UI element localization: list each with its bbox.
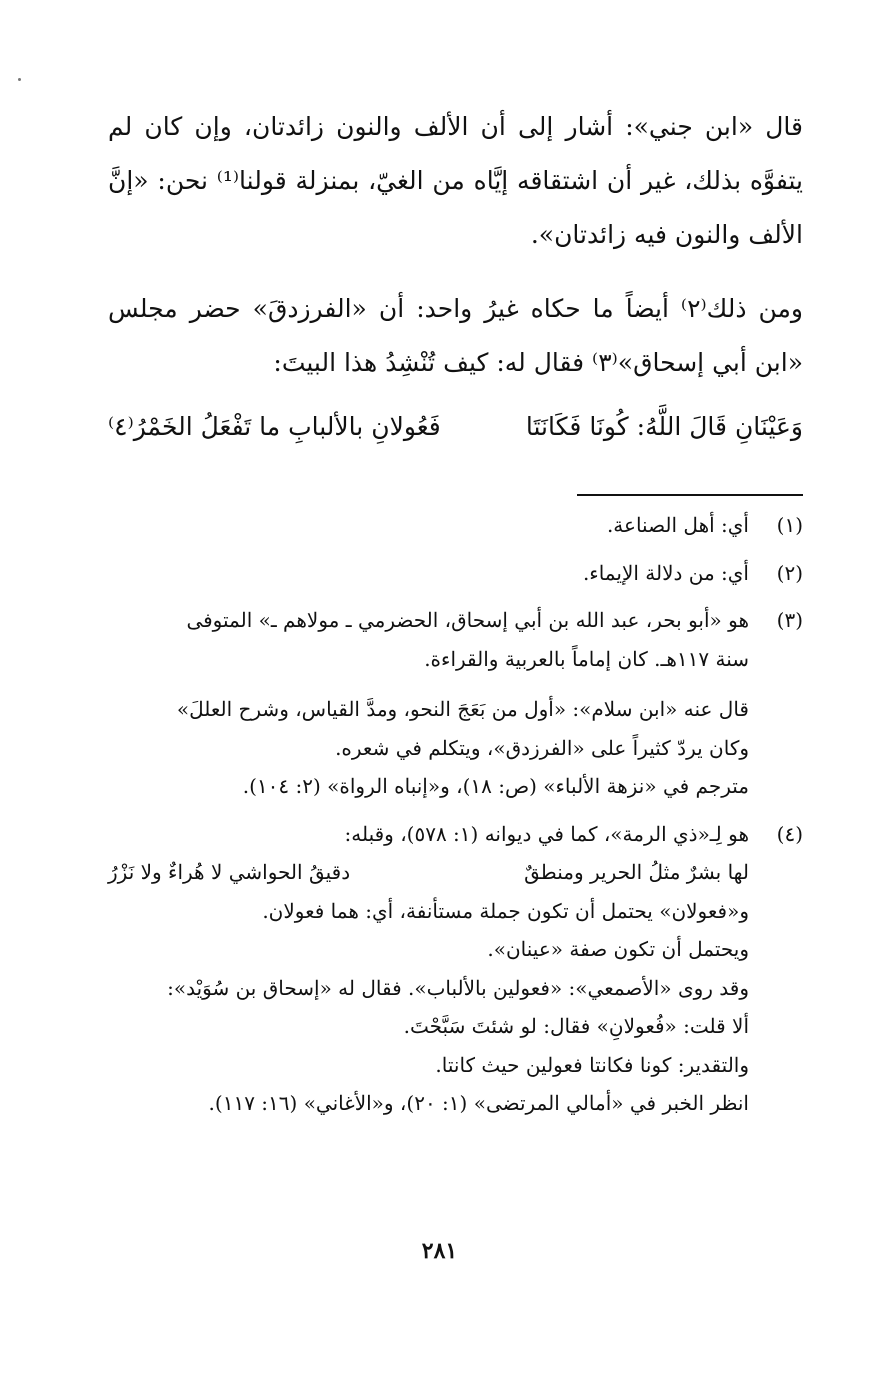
footnote-line: قال عنه «ابن سلام»: «أول من بَعَجَ النحو، ومدَّ القياس، وشرح العللَ» — [176, 697, 749, 721]
footnote-separator — [577, 494, 803, 496]
verse-second-hemistich: فَعُولانِ بالألبابِ ما تَفْعَلُ الخَمْرُ⁽٤⁾ — [108, 412, 441, 441]
footnote-4 — [108, 815, 803, 1123]
page-number: ٢٨١ — [421, 1238, 458, 1264]
footnote-3 — [108, 601, 803, 806]
poetry-verse — [108, 400, 803, 454]
footnote-number: (٤) — [776, 821, 803, 846]
footnotes-section — [108, 506, 803, 1123]
footnote-number: (٣) — [776, 608, 803, 632]
footnote-1 — [108, 506, 803, 545]
footnote-verse — [108, 853, 749, 892]
footnote-line: مترجم في «نزهة الألباء» (ص: ١٨)، و«إنباه الرواة» (٢: ١٠٤). — [242, 774, 749, 798]
footnote-line: سنة ١١٧هـ. كان إماماً بالعربية والقراءة. — [424, 646, 749, 671]
footnote-line: انظر الخبر في «أمالي المرتضى» (١: ٢٠)، و«الأغاني» (١٦: ١١٧). — [208, 1091, 749, 1115]
footnote-line: وقد روى «الأصمعي»: «فعولين بالألباب». فقال له «إسحاق بن سُوَيْد»: — [167, 975, 749, 1000]
footnote-verse-second-hemistich: دقيقُ الحواشي لا هُراءٌ ولا نَزْرُ — [108, 860, 351, 884]
footnote-text: أي: من دلالة الإيماء. — [582, 560, 749, 585]
body-paragraph-1: قال «ابن جني»: أشار إلى أن الألف والنون زائدتان، وإن كان لم يتفوَّه بذلك، غير أن اشتقاقه إيَّاه من الغيّ، بمنزلة قولنا⁽¹⁾ نحن: «إنَّ الألف والنون فيه زائدتان». — [108, 112, 803, 249]
footnote-text: أي: أهل الصناعة. — [606, 513, 749, 537]
footnote-line: هو «أبو بحر، عبد الله بن أبي إسحاق، الحضرمي ـ مولاهم ـ» المتوفى — [186, 608, 749, 632]
footnote-verse-first-hemistich: لها بشرٌ مثلُ الحرير ومنطقٌ — [524, 860, 749, 884]
footnote-line: و«فعولان» يحتمل أن تكون جملة مستأنفة، أي: هما فعولان. — [262, 898, 749, 923]
footnote-number: (٢) — [776, 560, 803, 585]
footnote-2 — [108, 554, 803, 593]
footnote-line: والتقدير: كونا فكانتا فعولين حيث كانتا. — [435, 1052, 749, 1077]
footnote-line: ويحتمل أن تكون صفة «عينان». — [487, 937, 749, 961]
scan-speck — [18, 78, 21, 81]
footnote-line: هو لِـ«ذي الرمة»، كما في ديوانه (١: ٥٧٨)، وقبله: — [344, 821, 749, 846]
body-paragraph-2: ومن ذلك⁽٢⁾ أيضاً ما حكاه غيرُ واحد: أن «الفرزدقَ» حضر مجلس «ابن أبي إسحاق»⁽٣⁾ فقال له: كيف تُنْشِدُ هذا البيتَ: — [108, 294, 803, 377]
footnote-line: وكان يردّ كثيراً على «الفرزدق»، ويتكلم في شعره. — [335, 735, 749, 760]
verse-first-hemistich: وَعَيْنَانِ قَالَ اللَّهُ: كُونَا فَكَانَتَا — [525, 412, 803, 441]
footnote-line: ألا قلت: «فُعولانِ» فقال: لو شئتَ سَبَّحْتَ. — [403, 1014, 749, 1038]
footnote-number: (١) — [776, 513, 803, 537]
